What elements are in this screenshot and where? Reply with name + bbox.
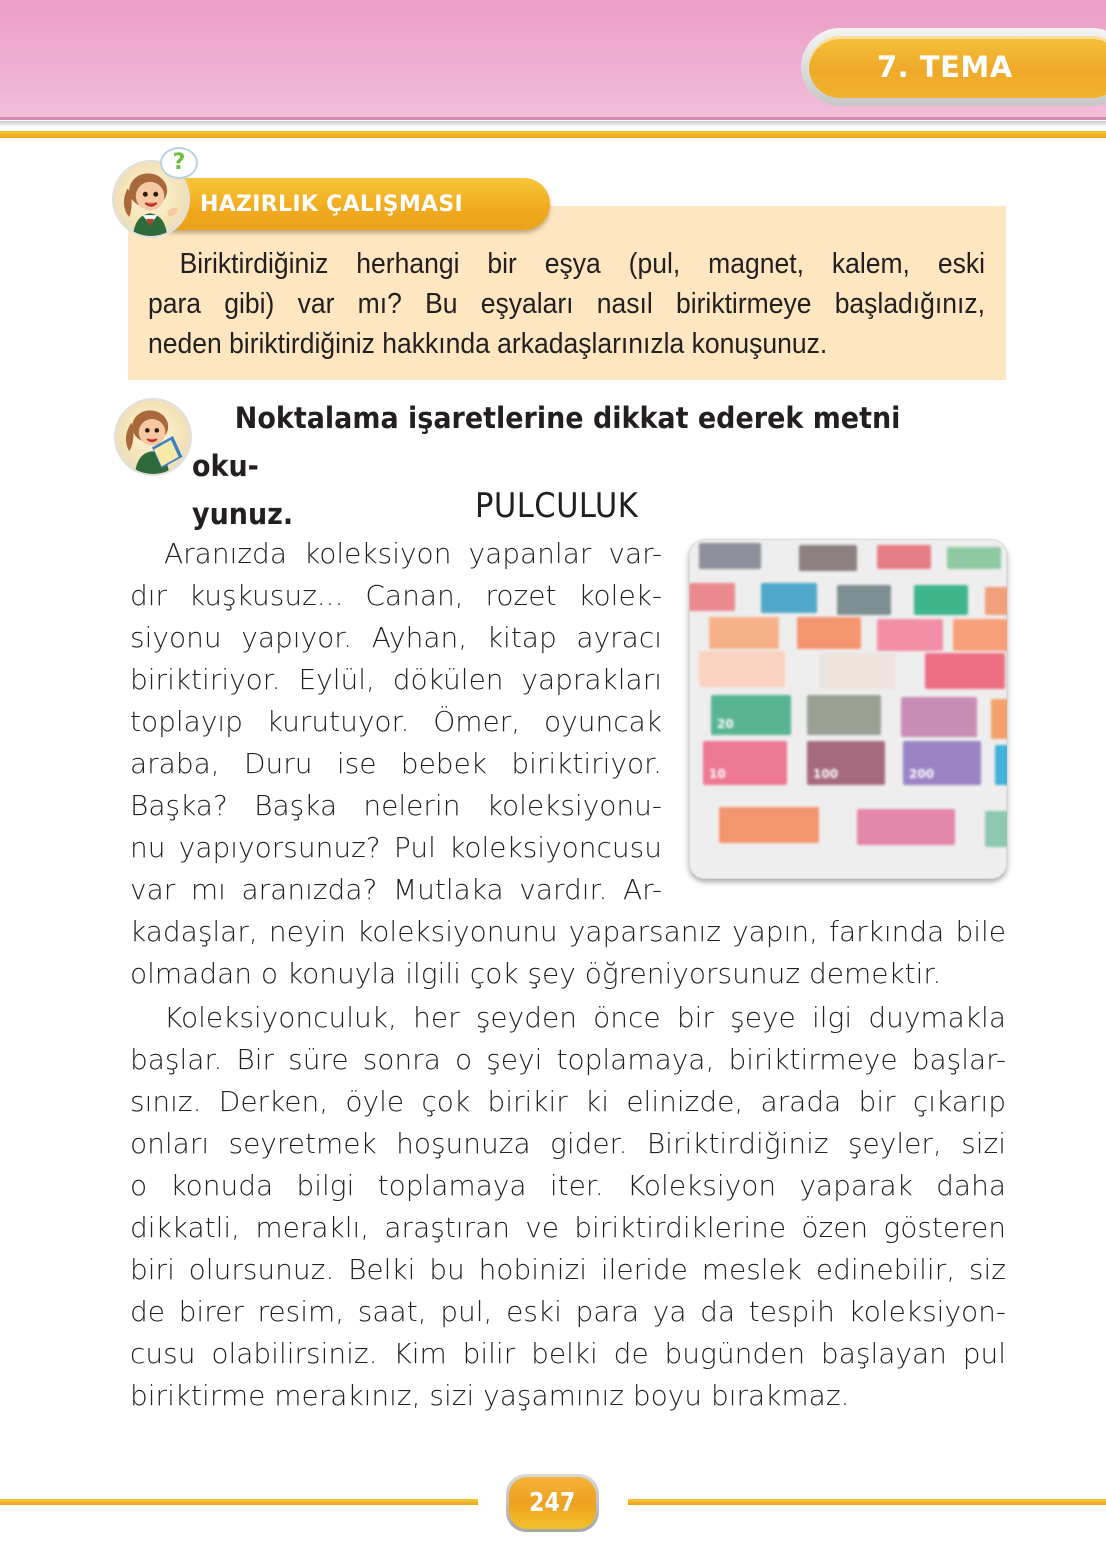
text-line: kadaşlar, neyin koleksiyonunu yaparsanız yapın, farkında bile bbox=[130, 915, 1006, 948]
page-number: 247 bbox=[529, 1488, 576, 1518]
theme-label: 7. TEMA bbox=[877, 50, 1013, 84]
stamp-value: 100 bbox=[813, 767, 839, 781]
preparation-title: HAZIRLIK ÇALIŞMASI bbox=[200, 191, 463, 217]
text-line: olmadan o konuyla ilgili çok şey öğreniyorsunuz demektir. bbox=[130, 957, 942, 990]
preparation-line-2: para gibi) var mı? Bu eşyaları nasıl biriktirmeye başladığınız, bbox=[148, 288, 985, 320]
text-line: başlar. Bir süre sonra o şeyi toplamaya, biriktirmeye başlar- bbox=[130, 1043, 1006, 1076]
text-line: o konuda bilgi toplamaya iter. Koleksiyon yaparak daha bbox=[130, 1169, 1006, 1202]
text-line: araba, Duru ise bebek biriktiriyor. bbox=[130, 747, 662, 780]
text-line: onları seyretmek hoşunuza gider. Biriktirdiğiniz şeyler, sizi bbox=[130, 1127, 1006, 1160]
text-line: var mı aranızda? Mutlaka vardır. Ar- bbox=[130, 873, 662, 906]
stamp-value: 10 bbox=[709, 767, 726, 781]
theme-badge bbox=[801, 28, 1106, 106]
instruction-line-2: yunuz. bbox=[192, 497, 294, 531]
page-number-badge-inner bbox=[509, 1477, 596, 1529]
preparation-line-1: Biriktirdiğiniz herhangi bir eşya (pul, magnet, kalem, eski bbox=[179, 248, 985, 280]
footer-rule-left bbox=[0, 1499, 478, 1505]
text-line: dır kuşkusuz... Canan, rozet kolek- bbox=[130, 579, 662, 612]
text-line: biriktiriyor. Eylül, dökülen yaprakları bbox=[130, 663, 662, 696]
text-line: Koleksiyonculuk, her şeyden önce bir şeye ilgi duymakla bbox=[164, 1001, 1006, 1034]
instruction-line-1: Noktalama işaretlerine dikkat ederek metni oku- bbox=[192, 401, 901, 483]
stamp-collection-photo bbox=[689, 539, 1007, 879]
text-line: biri olursunuz. Belki bu hobinizi ileride meslek edinebilir, siz bbox=[130, 1253, 1006, 1286]
footer-rule-right bbox=[628, 1499, 1106, 1505]
text-line: Başka? Başka nelerin koleksiyonu- bbox=[130, 789, 662, 822]
header-shadow bbox=[0, 121, 1106, 127]
girl-reading-icon bbox=[114, 398, 192, 476]
story-full-text bbox=[130, 911, 1006, 1417]
question-bubble-icon: ? bbox=[160, 147, 198, 179]
preparation-text bbox=[148, 244, 985, 364]
story-title: PULCULUK bbox=[475, 486, 639, 526]
text-line: dikkatli, meraklı, araştıran ve biriktirdiklerine özen gösteren bbox=[130, 1211, 1006, 1244]
stamp-value: 200 bbox=[909, 767, 935, 781]
text-line: de birer resim, saat, pul, eski para ya da tespih koleksiyon- bbox=[130, 1295, 1006, 1328]
theme-badge-inner bbox=[809, 36, 1106, 98]
stamp-value: 20 bbox=[717, 717, 734, 731]
text-line: sınız. Derken, öyle çok birikir ki elinizde, arada bir çıkarıp bbox=[130, 1085, 1006, 1118]
text-line: siyonu yapıyor. Ayhan, kitap ayracı bbox=[130, 621, 662, 654]
text-line: nu yapıyorsunuz? Pul koleksiyoncusu bbox=[130, 831, 662, 864]
text-line: toplayıp kurutuyor. Ömer, oyuncak bbox=[130, 705, 662, 738]
text-line: biriktirme merakınız, sizi yaşamınız boyu bırakmaz. bbox=[130, 1379, 850, 1412]
text-line: Aranızda koleksiyon yapanlar var- bbox=[164, 537, 662, 570]
text-line: cusu olabilirsiniz. Kim bilir belki de bugünden başlayan pul bbox=[130, 1337, 1006, 1370]
header-rule bbox=[0, 131, 1106, 138]
story-column-text bbox=[130, 533, 662, 911]
preparation-line-3: neden biriktirdiğiniz hakkında arkadaşlarınızla konuşunuz. bbox=[148, 328, 828, 360]
page-number-badge bbox=[506, 1474, 599, 1532]
preparation-banner bbox=[150, 178, 550, 230]
